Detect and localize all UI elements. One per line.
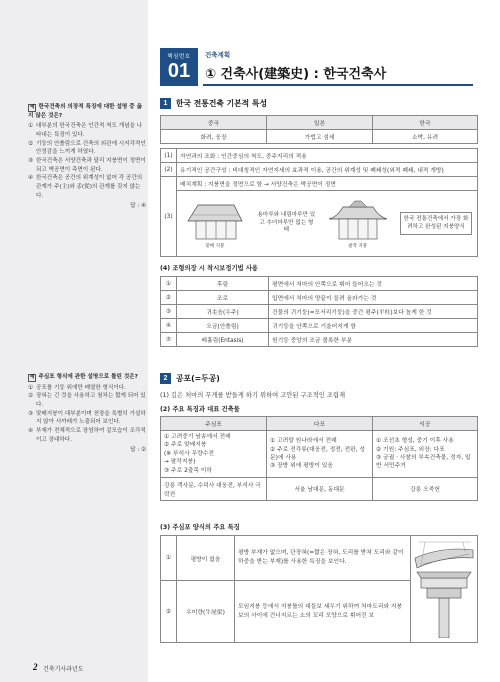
option: ③ 한국건축은 서양건축과 달리 지붕면이 정면이 되고 벽공면이 측면이 된다. (28, 157, 146, 173)
term-cell: 오금(안쏠림) (177, 319, 269, 333)
hip-roof-icon (327, 199, 389, 243)
question-title (28, 103, 146, 120)
features-cell: ① 고려말 원나라에서 전래 ② 주로 전각류(대웅전, 정전, 전판, 성문)에 사용 ③ 장방 위에 평방이 있음 (267, 431, 373, 478)
gable-roof-icon (184, 199, 246, 243)
term-cell: 조로 (177, 291, 269, 305)
row-number: (2) (161, 163, 177, 177)
compare-header: 일본 (267, 116, 373, 130)
features-cell: ① 고려중기 남송에서 전래 ② 주로 맞배지붕 (※ 부석사 무량수전 → 팔작지붕) ③ 주로 2출목 이하 (161, 431, 267, 478)
desc-cell: 귀기둥을 안쪽으로 기울어지게 함 (269, 319, 478, 333)
term-cell: 우미량(牛尾梁) (177, 581, 235, 643)
option: ④ 부재가 전체적으로 장엄하여 겉모습이 조각적이고 장대하다. (28, 427, 146, 443)
type-header: 다포 (267, 417, 373, 431)
page-title: ① 건축사(建築史) : 한국건축사 (205, 67, 387, 82)
roof-illustration-cell (177, 191, 478, 257)
desc-cell: 원기둥 중앙의 조금 볼록한 부분 (269, 333, 478, 347)
term-cell: 귀솟음(우주) (177, 305, 269, 319)
compare-header: 중국 (161, 116, 267, 130)
type-header: 익공 (373, 417, 478, 431)
bracket-illustration-cell (411, 536, 478, 643)
row-number: ③ (161, 305, 177, 319)
desc-cell: 평방 부재가 없으며, 단장혀(=짧은 장혀, 도리를 받쳐 도리와 같이 하중을 받는 부재)를 사용한 특징을 보인다. (235, 536, 411, 581)
compare-cell: 화려, 웅장 (161, 130, 267, 144)
row-number: ④ (161, 319, 177, 333)
badge-number: 01 (167, 60, 191, 82)
examples-cell: 강릉 객사문, 수덕사 대웅전, 부석사 극락전 (161, 477, 267, 500)
term-cell: 평방이 없음 (177, 536, 235, 581)
section-1-title: 1 한국 전통건축 기본적 특성 (160, 98, 267, 109)
question-text: 주심포 형식에 관한 설명으로 틀린 것은? (38, 374, 138, 380)
row-text: 자연과의 조화 : 인간중심의 척도, 중주지리의 적용 (177, 149, 478, 163)
compare-cell: 가법고 섬세 (267, 130, 373, 144)
practice-question-2 (28, 373, 146, 455)
subsection-3-title: (3) 주심포 양식의 주요 특징 (160, 524, 240, 531)
features-cell: ① 조선초 형성, 중기 이후 사용 ② 기원: 주심포, 외장: 다포 ③ 궁궐 · 사찰의 부속건축물, 정자, 일반 서민주거 (373, 431, 478, 478)
subsection-2-title: (2) 주요 특징과 대표 건축물 (160, 406, 240, 413)
row-number: ⑤ (161, 333, 177, 347)
practice-question-1 (28, 103, 146, 211)
bracket-definition: (1) 깊은 처마의 무게를 받들게 하기 위하여 고안된 구조적인 조립재 (160, 392, 346, 399)
bracket-structure-icon (413, 538, 475, 638)
compare-cell: 소박, 유려 (373, 130, 478, 144)
row-number: ① (161, 536, 177, 581)
term-cell: 후림 (177, 277, 269, 291)
gable-roof-figure (182, 199, 248, 249)
page-number: 2 (33, 662, 38, 672)
option: ① 대부분의 한국건축은 인간적 척도 개념을 나타내는 특징이 있다. (28, 123, 143, 138)
title-rule (203, 84, 473, 86)
type-header: 주심포 (161, 417, 267, 431)
compare-table (160, 115, 478, 144)
book-title: 건축기사과년도 (43, 666, 84, 673)
question-tag: 예 (30, 105, 35, 110)
row-number: (3) (161, 177, 177, 257)
question-title (28, 373, 146, 382)
figure-caption: 맞배 지붕 (205, 243, 225, 249)
option: ③ 맞배지붕이 대부분이며 천장을 특별히 가설하지 않아 서까래가 노출되어 보인다. (28, 410, 146, 426)
section-2-title: 2 공포(=두공) (160, 373, 220, 384)
illusion-table (160, 276, 478, 347)
bracket-types-table (160, 416, 478, 501)
option: ② 기둥의 안쏠림으로 건축의 외관에 시지각적인 안정감을 느끼게 하였다. (28, 140, 146, 156)
row-text: 유기적인 공간구성 : 비대칭적인 자연지세의 효과적 이용, 공간의 위계성 및 폐쇄성(외적 폐쇄, 내적 개방) (177, 163, 478, 177)
subsection-4-title: (4) 조형의장 시 착시보정기법 사용 (160, 265, 258, 272)
row-number: ② (161, 581, 177, 643)
row-number: ① (161, 277, 177, 291)
option: ② 장혀는 긴 것을 사용하고 첨차는 짧게 되어 있다. (28, 393, 146, 408)
desc-cell: 평면에서 처마의 안쪽으로 휘어 들어오는 것 (269, 277, 478, 291)
desc-cell: 모임지붕 등에서 지붕틀의 대들보 세우기 위하여 처마도리와 지붕보의 사이에 건너지르는 소의 꼬리 모양으로 휘어진 보 (235, 581, 411, 643)
option: ① 공포를 기둥 위에만 배열한 형식이다. (28, 384, 126, 391)
question-tag: 예 (30, 375, 35, 380)
chapter-subtitle: 건축계획 (205, 51, 231, 59)
section-badge (160, 48, 198, 86)
desc-cell: 입면에서 처마의 양끝이 들려 올라가는 것 (269, 291, 478, 305)
hip-gable-roof-desc: 한국 전통건축에서 가장 화려하고 완성된 지붕양식 (400, 212, 472, 236)
jusimpo-features-table (160, 535, 478, 643)
option: ④ 한국건축은 공간의 위계성이 없어 각 공간의 관계가 주(主)와 종(從)의 관계를 갖지 않는다. (28, 175, 143, 199)
badge-label: 핵심번호 (167, 54, 191, 60)
gable-roof-desc: 용마루와 내림마루만 있고 추녀마루만 없는 형태 (257, 211, 316, 234)
compare-header: 한국 (373, 116, 478, 130)
answer: 답 : ② (130, 447, 146, 454)
term-cell: 배흘림(Entasis) (177, 333, 269, 347)
figure-caption: 팔작 지붕 (348, 243, 368, 249)
question-text: 한국건축의 의장적 특징에 대한 설명 중 옳지 않은 것은? (28, 104, 142, 119)
row-text: 배치계획 : 지붕면을 정면으로 함 → 서양건축은 박공면이 정면 (177, 177, 478, 191)
answer: 답 : ④ (130, 203, 146, 210)
characteristics-table (160, 148, 478, 257)
row-number: (1) (161, 149, 177, 163)
row-number: ② (161, 291, 177, 305)
hip-gable-roof-figure (325, 199, 391, 249)
examples-cell: 서울 남대문, 동대문 (267, 477, 373, 500)
examples-cell: 강릉 오죽헌 (373, 477, 478, 500)
desc-cell: 건물의 귀기둥(=모서리기둥)을 중간 평주(平柱)보다 높게 한 것 (269, 305, 478, 319)
